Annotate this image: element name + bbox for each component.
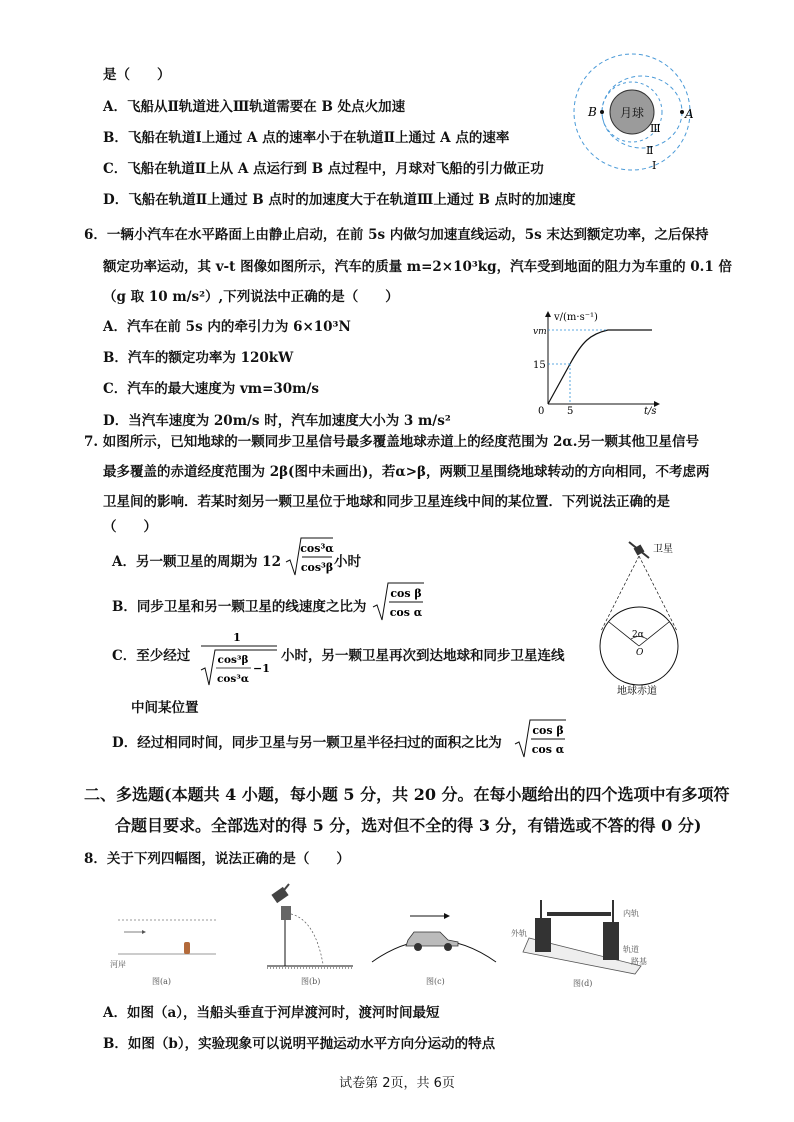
q6-option-d: D．当汽车速度为 20m/s 时，汽车加速度大小为 3 m/s² xyxy=(103,413,451,429)
point-b-label: B xyxy=(588,105,597,119)
q6-vt-graph xyxy=(530,306,670,418)
q7-d-den: cos α xyxy=(531,743,565,756)
y-axis-label: v/(m·s⁻¹) xyxy=(554,312,598,323)
q7-a-num: cos³α xyxy=(300,542,334,555)
q7-c-num: 1 xyxy=(233,631,241,644)
q5-option-c: C．飞船在轨道Ⅱ上从 A 点运行到 B 点过程中，月球对飞船的引力做正功 xyxy=(103,161,544,177)
q7-b-den: cos α xyxy=(389,606,423,619)
q8-option-a: A．如图（a），当船头垂直于河岸渡河时，渡河时间最短 xyxy=(103,1005,440,1021)
moon-label: 月球 xyxy=(619,106,645,120)
fig-a-bank-label: 河岸 xyxy=(110,960,126,969)
q5-option-a: A．飞船从Ⅱ轨道进入Ⅲ轨道需要在 B 处点火加速 xyxy=(103,99,406,115)
fig-d-label-track: 轨道 xyxy=(623,945,639,954)
q7-line-2: 最多覆盖的赤道经度范围为 2β(图中未画出)，若α>β，两颗卫星围绕地球转动的方向相同，不考虑两 xyxy=(103,464,710,480)
q7-c-den-num: cos³β xyxy=(217,654,249,666)
q6-line-1: 6．一辆小汽车在水平路面上由静止启动，在前 5s 内做匀加速直线运动，5s 末达到额定功率，之后保持 xyxy=(84,227,709,243)
q7-d-num: cos β xyxy=(532,724,564,737)
q7-c-den-den: cos³α xyxy=(217,673,249,685)
q7-option-a-radical xyxy=(285,536,335,578)
car-icon xyxy=(406,932,458,951)
q8-stem: 8．关于下列四幅图，说法正确的是（ ） xyxy=(84,851,350,867)
fig-d-label-base: 路基 xyxy=(631,957,647,966)
q7-option-c-prefix: C．至少经过 xyxy=(112,648,191,664)
q8-figure-a xyxy=(110,912,220,992)
fig-c-caption: 图(c) xyxy=(426,977,445,986)
q7-option-c-suffix: 小时，另一颗卫星再次到达地球和同步卫星连线 xyxy=(281,648,565,664)
q6-line-2: 额定功率运动，其 v-t 图像如图所示，汽车的质量 m=2×10³kg，汽车受到地面的阻力为车重的 0.1 倍 xyxy=(103,259,732,275)
page-footer: 试卷第 2页，共 6页 xyxy=(339,1076,455,1091)
q7-option-a-prefix: A．另一颗卫星的周期为 12 xyxy=(112,554,281,570)
fig-d-label-inner: 内轨 xyxy=(623,909,639,918)
q7-option-c-line2: 中间某位置 xyxy=(131,700,199,716)
q7-earth-figure xyxy=(585,538,705,698)
q5-stem-tail: 是（ ） xyxy=(103,67,171,83)
section2-heading-line1: 二、多选题(本题共 4 小题，每小题 5 分，共 20 分。在每小题给出的四个选项中有多项符 xyxy=(84,785,730,804)
angle-label: 2α xyxy=(632,630,644,640)
fig-d-caption: 图(d) xyxy=(573,979,593,988)
q6-option-b: B．汽车的额定功率为 120kW xyxy=(103,350,294,366)
q6-option-a: A．汽车在前 5s 内的牵引力为 6×10³N xyxy=(103,319,351,335)
q5-orbit-figure xyxy=(570,42,720,182)
q7-line-3: 卫星间的影响．若某时刻另一颗卫星位于地球和同步卫星连线中间的某位置．下列说法正确的是 xyxy=(103,494,670,510)
x-axis-label: t/s xyxy=(644,406,657,417)
fig-d-label-outer: 外轨 xyxy=(511,929,527,938)
earth-caption: 地球赤道 xyxy=(617,686,657,697)
q7-option-b-radical xyxy=(372,581,426,623)
q7-option-a-suffix: 小时 xyxy=(334,554,361,570)
q7-option-d-prefix: D．经过相同时间，同步卫星与另一颗卫星半径扫过的面积之比为 xyxy=(112,735,502,751)
q7-b-num: cos β xyxy=(390,587,422,600)
orbit-3-label: Ⅲ xyxy=(650,122,661,135)
q8-option-b: B．如图（b），实验现象可以说明平抛运动水平方向分运动的特点 xyxy=(103,1036,496,1052)
q7-option-b-prefix: B．同步卫星和另一颗卫星的线速度之比为 xyxy=(112,599,367,615)
q8-figure-d xyxy=(505,882,655,994)
orbit-1-label: Ⅰ xyxy=(652,159,657,172)
q6-line-3: （g 取 10 m/s²）,下列说法中正确的是（ ） xyxy=(103,289,399,305)
y-tick-vm: vm xyxy=(533,327,547,337)
section2-heading-line2: 合题目要求。全部选对的得 5 分，选对但不全的得 3 分，有错选或不答的得 0 分) xyxy=(115,816,702,835)
q7-c-minus: −1 xyxy=(253,662,270,675)
center-label: O xyxy=(636,648,644,658)
satellite-icon xyxy=(629,542,649,558)
q5-option-b: B．飞船在轨道Ⅰ上通过 A 点的速率小于在轨道Ⅱ上通过 A 点的速率 xyxy=(103,130,510,146)
q7-option-d-radical xyxy=(514,718,568,760)
q6-option-c: C．汽车的最大速度为 vm=30m/s xyxy=(103,381,319,397)
origin-label: 0 xyxy=(538,406,545,417)
q7-line-1: 7. 如图所示，已知地球的一颗同步卫星信号最多覆盖地球赤道上的经度范围为 2α.另一颗其他卫星信号 xyxy=(84,434,699,450)
fig-b-caption: 图(b) xyxy=(301,977,321,986)
q7-option-c-fraction xyxy=(195,628,279,688)
x-tick-5: 5 xyxy=(567,406,574,417)
orbit-2-label: Ⅱ xyxy=(646,144,654,157)
q5-option-d: D．飞船在轨道Ⅱ上通过 B 点时的加速度大于在轨道Ⅲ上通过 B 点时的加速度 xyxy=(103,192,576,208)
satellite-label: 卫星 xyxy=(653,544,673,555)
y-tick-15: 15 xyxy=(533,360,546,371)
q8-figure-c xyxy=(370,908,500,994)
point-a-label: A xyxy=(685,107,694,121)
q7-a-den: cos³β xyxy=(300,561,334,574)
q8-figure-b xyxy=(265,880,355,992)
fig-a-caption: 图(a) xyxy=(152,977,172,986)
q7-line-4: （ ） xyxy=(103,519,157,535)
